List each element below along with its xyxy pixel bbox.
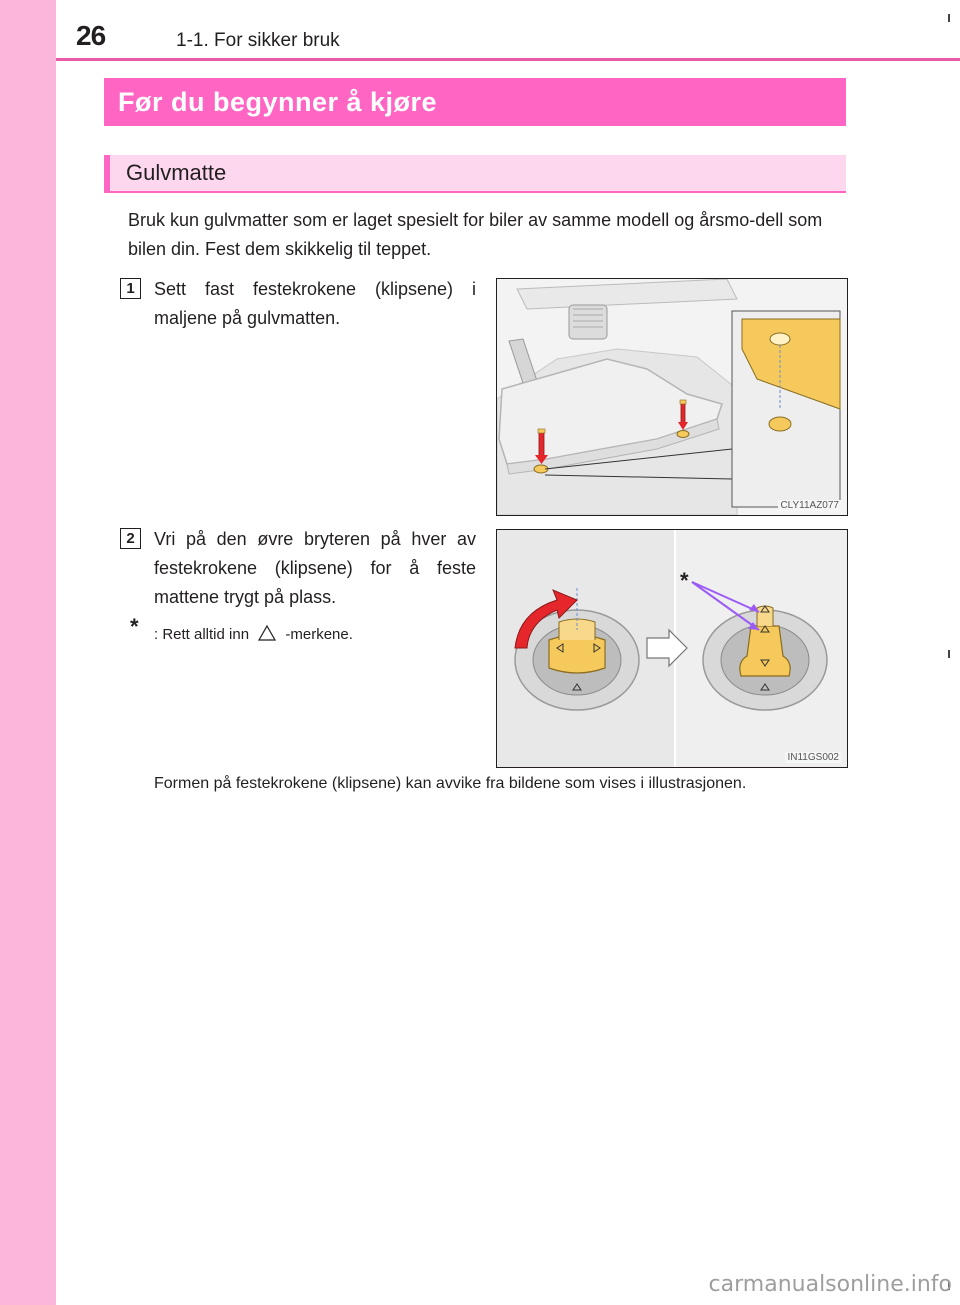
floor-mat-illustration (497, 279, 847, 515)
note-text (154, 624, 353, 643)
note-prefix: : Rett alltid inn (154, 626, 250, 643)
step-2-text: Vri på den øvre bryteren på hver av festekrokene (klipsene) for å feste mattene trygt på plass. (154, 529, 476, 607)
intro-paragraph: Bruk kun gulvmatter som er laget spesielt for biler av samme modell og årsmo-dell som bilen din. Fest dem skikkelig til teppet. (128, 210, 823, 259)
clip-rotation-figure (496, 529, 848, 768)
crop-mark (948, 14, 950, 22)
step-number-1: 1 (120, 278, 141, 299)
subsection-title: Gulvmatte (104, 155, 846, 193)
figure-star-marker: * (680, 568, 689, 593)
figure-code: CLY11AZ077 (780, 500, 839, 511)
section-reference: 1-1. For sikker bruk (176, 30, 340, 51)
figure-code: IN11GS002 (787, 752, 839, 763)
floor-mat-hook-figure (496, 278, 848, 516)
note-asterisk: * (130, 614, 139, 639)
clip-rotation-illustration (497, 530, 847, 767)
header-rule (56, 58, 960, 61)
page-number: 26 (76, 20, 106, 51)
watermark: carmanualsonline.info (708, 1272, 952, 1297)
step-1-text: Sett fast festekrokene (klipsene) i maljene på gulvmatten. (154, 279, 476, 328)
triangle-outline-icon (257, 624, 277, 642)
step-number-2: 2 (120, 528, 141, 549)
note-suffix: -merkene. (285, 626, 353, 643)
side-color-strip (0, 0, 56, 1305)
crop-mark (948, 650, 950, 658)
main-title: Før du begynner å kjøre (104, 78, 846, 126)
figure-caption: Formen på festekrokene (klipsene) kan avvike fra bildene som vises i illustrasjonen. (154, 775, 747, 792)
